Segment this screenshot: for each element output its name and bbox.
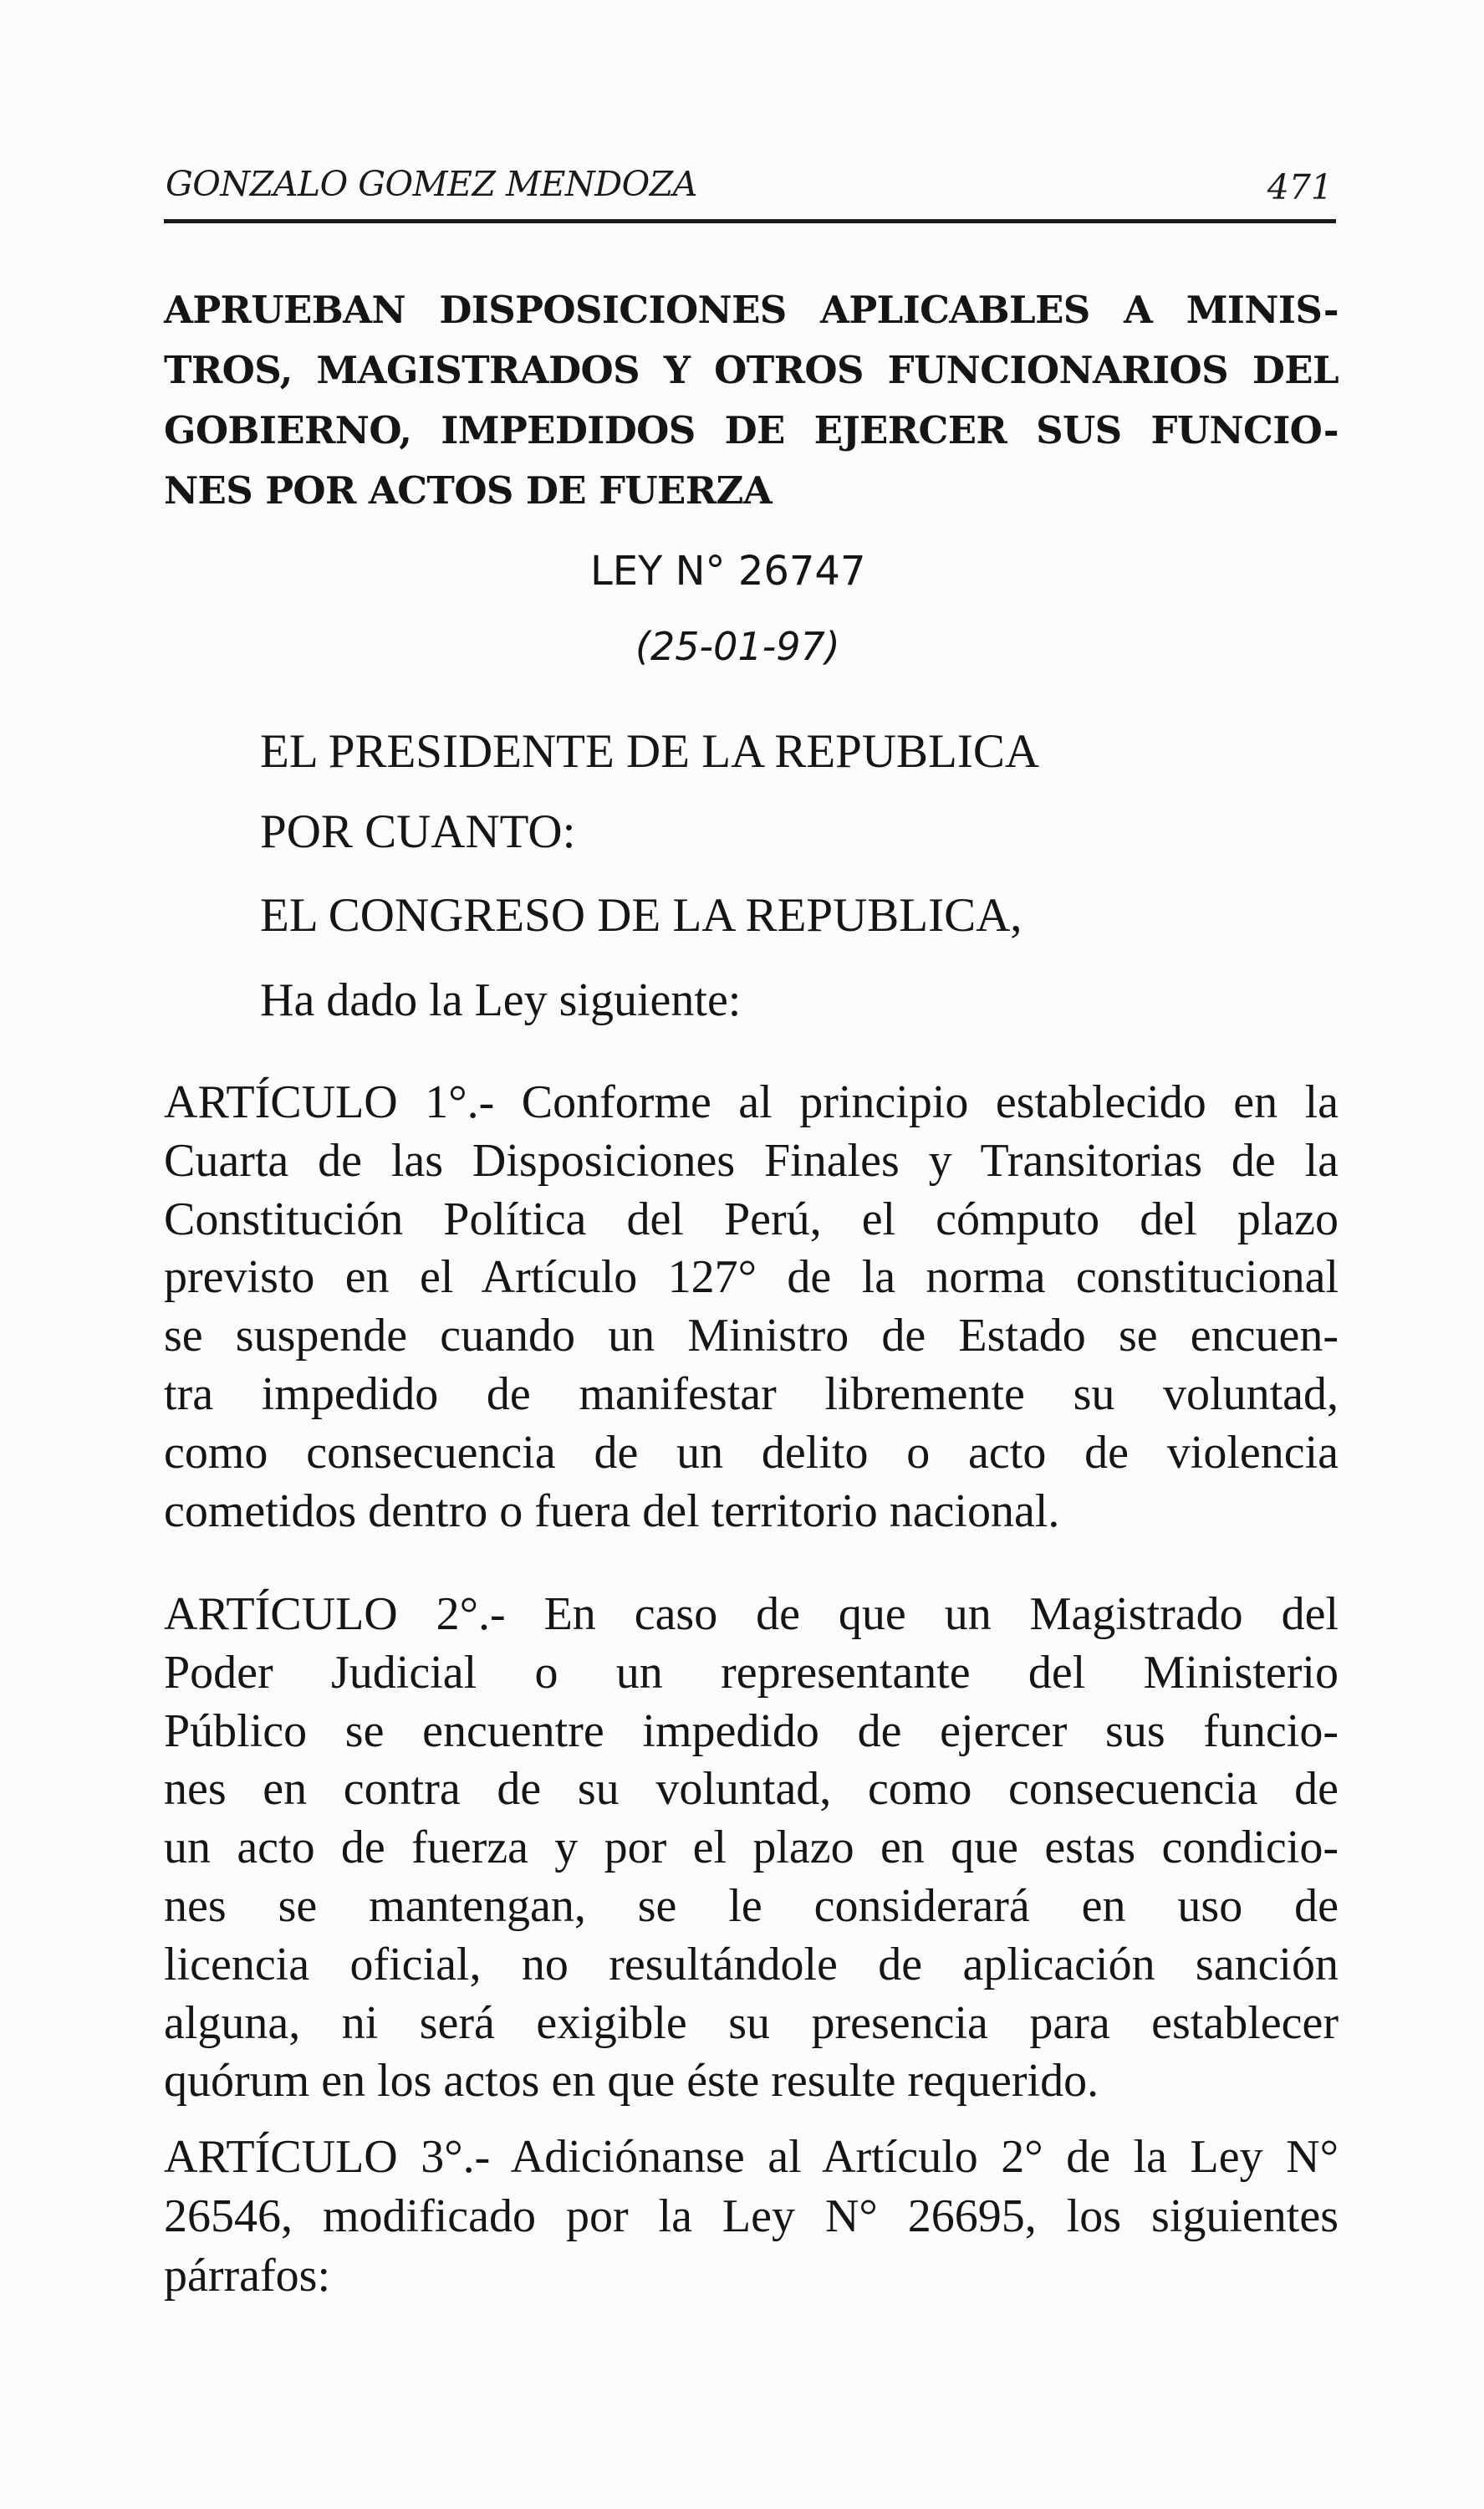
title-line: NES POR ACTOS DE FUERZA [164,468,773,513]
preamble-president: EL PRESIDENTE DE LA REPUBLICA [260,725,1040,778]
article-line: Cuarta de las Disposiciones Finales y Transitorias de la [164,1134,1339,1187]
law-date: (25-01-97) [635,624,840,669]
article-line: alguna, ni será exigible su presencia para establecer [164,1996,1339,2049]
page-number: 471 [1267,167,1333,207]
header-author: GONZALO GOMEZ MENDOZA [166,164,697,204]
article-line: ARTÍCULO 2°.- En caso de que un Magistrado del [164,1588,1339,1640]
article-line: 26546, modificado por la Ley N° 26695, los siguientes [164,2190,1339,2242]
article-line: nes se mantengan, se le considerará en uso de [164,1879,1339,1932]
article-line: ARTÍCULO 3°.- Adiciónanse al Artículo 2° de la Ley N° [164,2131,1339,2183]
article-2 [164,1586,1339,2111]
title-line: TROS, MAGISTRADOS Y OTROS FUNCIONARIOS DEL [164,348,1339,392]
preamble-enactment: Ha dado la Ley siguiente: [260,974,742,1026]
article-line: Constitución Política del Perú, el cómputo del plazo [164,1193,1339,1245]
article-line: párrafos: [164,2250,331,2302]
article-line: cometidos dentro o fuera del territorio nacional. [164,1484,1060,1537]
article-1 [164,1074,1339,1541]
preamble-por-cuanto: POR CUANTO: [260,805,576,858]
article-line: previsto en el Artículo 127° de la norma constitucional [164,1251,1339,1304]
article-line: nes en contra de su voluntad, como consecuencia de [164,1763,1339,1816]
article-3 [164,2128,1339,2306]
running-header [164,164,1336,223]
title-line: APRUEBAN DISPOSICIONES APLICABLES A MINIS- [164,288,1339,332]
article-line: ARTÍCULO 1°.- Conforme al principio establecido en la [164,1076,1339,1128]
article-line: tra impedido de manifestar libremente su voluntad, [164,1367,1339,1420]
article-line: se suspende cuando un Ministro de Estado se encuen- [164,1310,1339,1362]
preamble-congress: EL CONGRESO DE LA REPUBLICA, [260,889,1022,942]
article-line: como consecuencia de un delito o acto de violencia [164,1426,1339,1479]
law-title [164,280,1339,521]
article-line: licencia oficial, no resultándole de aplicación sanción [164,1938,1339,1990]
article-line: quórum en los actos en que éste resulte requerido. [164,2055,1099,2108]
article-line: un acto de fuerza y por el plazo en que estas condicio- [164,1822,1339,1874]
article-line: Poder Judicial o un representante del Ministerio [164,1646,1339,1699]
title-line: GOBIERNO, IMPEDIDOS DE EJERCER SUS FUNCIO- [164,408,1339,452]
article-line: Público se encuentre impedido de ejercer sus funcio- [164,1704,1339,1757]
law-number: LEY N° 26747 [590,548,866,595]
